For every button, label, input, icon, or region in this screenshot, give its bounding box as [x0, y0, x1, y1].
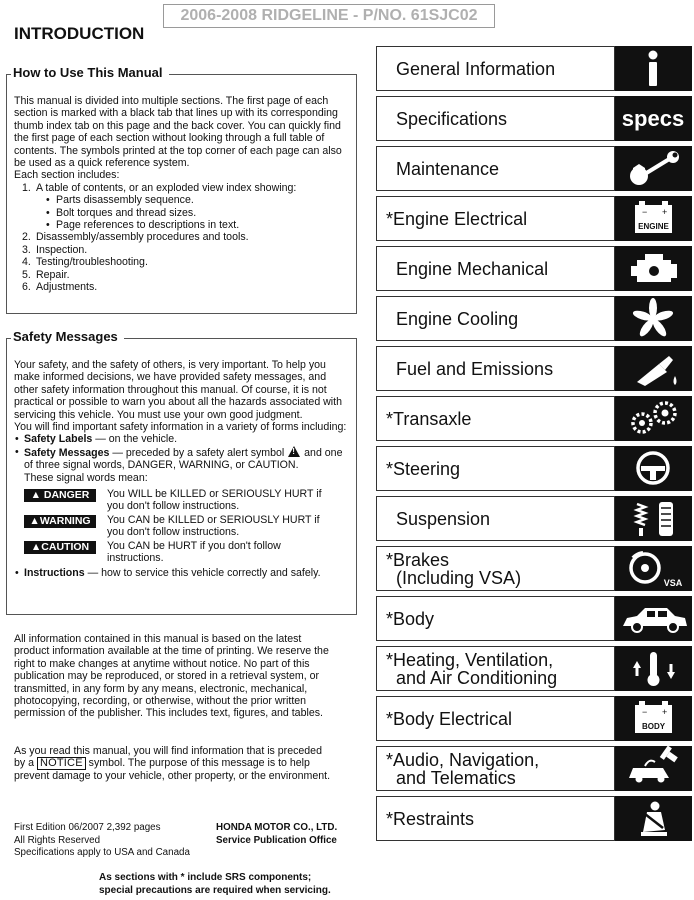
navigation-satellite-icon	[615, 746, 692, 791]
notice-tag: NOTICE	[37, 757, 86, 770]
tab-engine-electrical[interactable]: *Engine Electrical − + ENGINE	[376, 196, 692, 241]
how-to-use-section	[6, 65, 357, 314]
tab-restraints[interactable]: *Restraints	[376, 796, 692, 841]
danger-badge: ▲ DANGER	[24, 489, 96, 502]
signal-row-caution: ▲CAUTION You CAN be HURT if you don't follow instructions.	[24, 540, 348, 565]
list-item: • Instructions — how to service this vehicle correctly and safely.	[14, 567, 348, 579]
svg-text:−: −	[642, 707, 648, 717]
srs-note: As sections with * include SRS components; special precautions are required when servicing.	[99, 872, 331, 896]
tab-suspension[interactable]: Suspension	[376, 496, 692, 541]
svg-text:ENGINE: ENGINE	[638, 222, 669, 231]
signal-words-intro: These signal words mean:	[24, 471, 148, 484]
svg-text:+: +	[662, 707, 668, 717]
legal-notice: All information contained in this manual is based on the latest product information available at the time of printing. We reserve the right to make changes at anytime without notice. No part of this publication may be reproduced, or stored in a retrieval system, or transmitted, in any form by any means, electronic, mechanical, photocopying, recording, or otherwise, without the prior written permission of the publisher. This includes text, figures, and tables.	[14, 633, 329, 720]
tab-hvac[interactable]: *Heating, Ventilation, and Air Conditioning	[376, 646, 692, 691]
brake-disc-icon	[615, 546, 692, 591]
svg-text:VSA: VSA	[663, 578, 683, 588]
body-battery-icon	[615, 696, 692, 741]
how-to-use-intro: This manual is divided into multiple sections. The first page of each section is marked with a black tab that lines up with its corresponding thumb index tab on this page and the back cover. You can quickly find the first page of each section without looking through a full table of contents. The symbols printed at the top corner of each page can also be used as a quick reference system.	[14, 95, 342, 170]
info-icon	[615, 46, 692, 91]
tab-fuel-and-emissions[interactable]: Fuel and Emissions	[376, 346, 692, 391]
caution-badge: ▲CAUTION	[24, 541, 96, 554]
list-item: • Safety Labels — on the vehicle.	[14, 433, 348, 445]
list-item: • Bolt torques and thread sizes.	[36, 207, 348, 219]
thermometer-icon	[615, 646, 692, 691]
tab-engine-cooling[interactable]: Engine Cooling	[376, 296, 692, 341]
tab-body[interactable]: *Body	[376, 596, 692, 641]
fuel-nozzle-icon	[615, 346, 692, 391]
tab-audio-navigation[interactable]: *Audio, Navigation, and Telematics	[376, 746, 692, 791]
svg-text:specs: specs	[621, 106, 685, 131]
gears-icon	[615, 396, 692, 441]
publisher-info: HONDA MOTOR CO., LTD. Service Publication Office	[216, 822, 338, 846]
svg-text:−: −	[642, 207, 648, 217]
list-item: 2. Disassembly/assembly procedures and tools.	[22, 231, 249, 244]
engine-battery-icon	[615, 196, 692, 241]
signal-row-warning: ▲WARNING You CAN be KILLED or SERIOUSLY HURT if you don't follow instructions.	[24, 514, 348, 539]
tab-engine-mechanical[interactable]: Engine Mechanical	[376, 246, 692, 291]
tab-steering[interactable]: *Steering	[376, 446, 692, 491]
safety-alert-icon	[288, 446, 300, 457]
engine-block-icon	[615, 246, 692, 291]
part-number-banner: 2006-2008 RIDGELINE - P/NO. 61SJC02	[163, 4, 495, 28]
car-body-icon	[615, 596, 692, 641]
list-item: 6. Adjustments.	[22, 281, 98, 294]
seatbelt-icon	[615, 796, 692, 841]
tab-brakes[interactable]: *Brakes (Including VSA) VSA	[376, 546, 692, 591]
how-to-use-title: How to Use This Manual	[11, 65, 169, 80]
safety-find-info: You will find important safety information in a variety of forms including:	[14, 421, 347, 434]
safety-forms-list	[14, 433, 348, 484]
list-item: 1. A table of contents, or an exploded view index showing: • Parts disassembly sequence. • Bolt torques and thread sizes. • Page references to descriptions in text.	[14, 182, 348, 232]
page-title: INTRODUCTION	[14, 24, 145, 43]
tab-general-information[interactable]: General Information	[376, 46, 692, 91]
warning-badge: ▲WARNING	[24, 515, 96, 528]
list-item: • Page references to descriptions in text.	[36, 219, 348, 231]
edition-info: First Edition 06/2007 2,392 pages All Rights Reserved Specifications apply to USA and Canada	[14, 822, 190, 859]
specs-icon	[615, 96, 692, 141]
safety-intro: Your safety, and the safety of others, is very important. To help you make informed decisions, we have provided safety messages, and other safety information throughout this manual. Of course, it is not practical or possible to warn you about all the hazards associated with servicing this vehicle. You must use your own good judgment.	[14, 359, 342, 421]
list-item: • Parts disassembly sequence.	[36, 194, 348, 206]
safety-messages-section	[6, 329, 357, 615]
tab-transaxle[interactable]: *Transaxle	[376, 396, 692, 441]
tab-body-electrical[interactable]: *Body Electrical − + BODY	[376, 696, 692, 741]
section-includes-list	[14, 182, 348, 294]
tab-specifications[interactable]: Specifications specs	[376, 96, 692, 141]
list-item: • Safety Messages — preceded by a safety alert symbol ! and one of three signal words, DANGER, WARNING, or CAUTION. These signal words mean:	[14, 446, 348, 484]
signal-row-danger: ▲ DANGER You WILL be KILLED or SERIOUSLY HURT if you don't follow instructions.	[24, 488, 348, 513]
notice-paragraph: As you read this manual, you will find information that is preceded by a NOTICE symbol. The purpose of this message is to help prevent damage to your vehicle, other property, or the environment.	[14, 745, 331, 783]
steering-wheel-icon	[615, 446, 692, 491]
tab-maintenance[interactable]: Maintenance	[376, 146, 692, 191]
svg-text:BODY: BODY	[641, 722, 666, 731]
cooling-fan-icon	[615, 296, 692, 341]
suspension-icon	[615, 496, 692, 541]
svg-text:+: +	[662, 207, 668, 217]
list-item: 4. Testing/troubleshooting.	[22, 256, 148, 269]
list-item: 3. Inspection.	[22, 243, 88, 256]
safety-title: Safety Messages	[11, 329, 124, 344]
maintenance-wrench-icon	[615, 146, 692, 191]
list-item: 5. Repair.	[22, 268, 70, 281]
signal-words-table	[24, 488, 348, 564]
includes-label: Each section includes:	[14, 169, 120, 182]
